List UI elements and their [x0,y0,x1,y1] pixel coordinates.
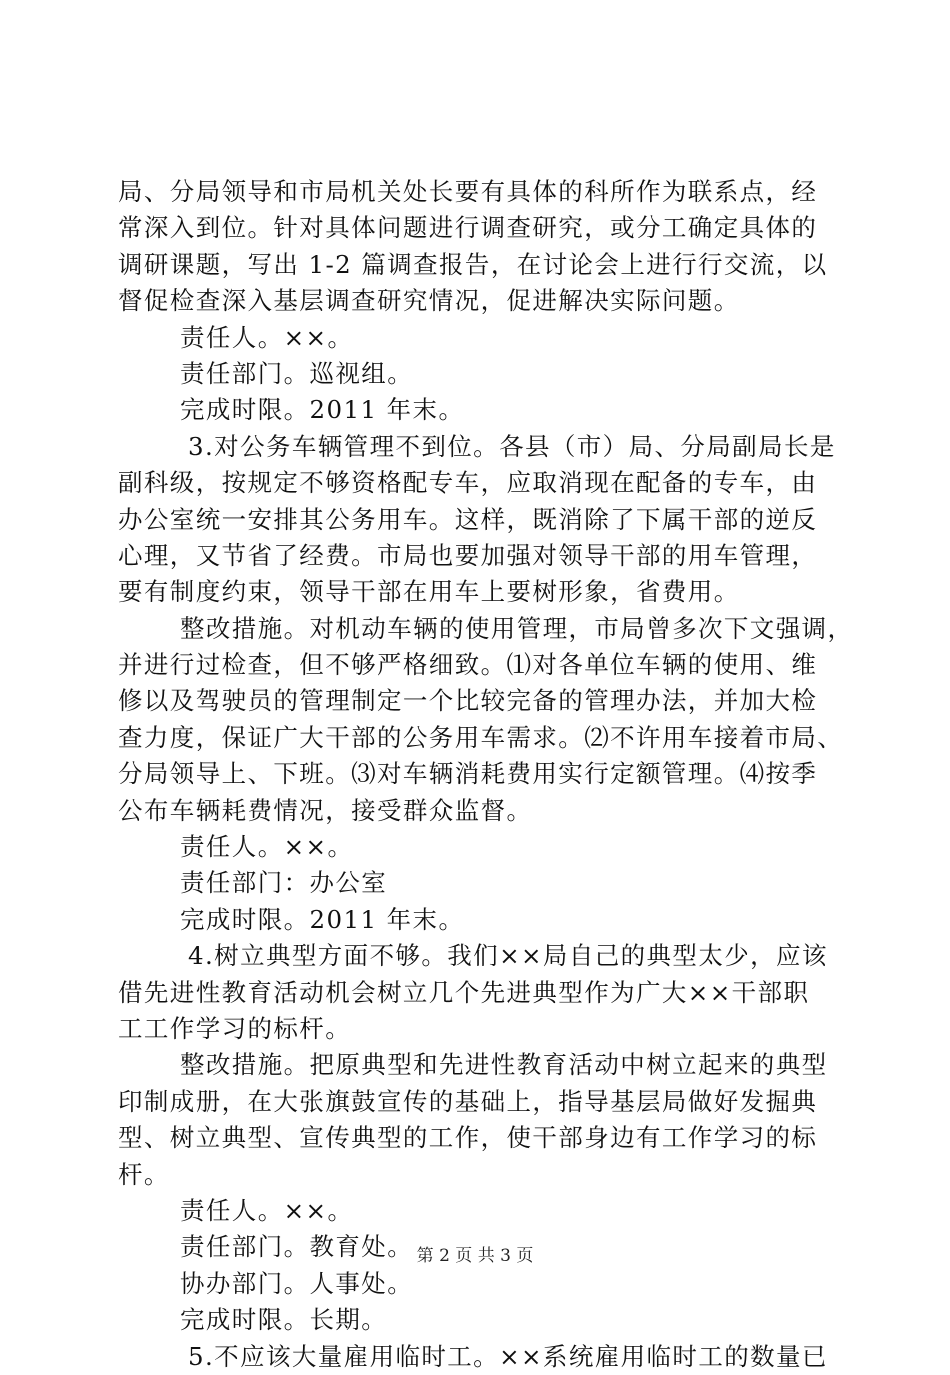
responsible-person: 责任人。××。 [180,832,354,862]
paragraph-line: 修以及驾驶员的管理制定一个比较完备的管理办法，并加大检 [118,686,818,716]
paragraph-line: 工工作学习的标杆。 [118,1013,352,1043]
paragraph-line: 心理，又节省了经费。市局也要加强对领导干部的用车管理， [118,540,818,570]
paragraph-line: 查力度，保证广大干部的公务用车需求。⑵不许用车接着市局、 [118,722,844,752]
paragraph-line: 杆。 [118,1159,170,1189]
rectification-measures: 整改措施。把原典型和先进性教育活动中树立起来的典型 [180,1050,828,1080]
responsible-department: 责任部门：办公室 [180,868,388,898]
completion-deadline: 完成时限。2011 年末。 [180,904,465,934]
item-heading-3: 3.对公务车辆管理不到位。各县（市）局、分局副局长是 [188,431,836,461]
paragraph-line: 借先进性教育活动机会树立几个先进典型作为广大××干部职 [118,977,810,1007]
completion-deadline: 完成时限。2011 年末。 [180,395,465,425]
paragraph-line: 要有制度约束，领导干部在用车上要树形象，省费用。 [118,577,740,607]
paragraph-line: 办公室统一安排其公务用车。这样，既消除了下属干部的逆反 [118,504,818,534]
paragraph-line: 督促检查深入基层调查研究情况，促进解决实际问题。 [118,286,740,316]
paragraph-line: 副科级，按规定不够资格配专车，应取消现在配备的专车，由 [118,468,818,498]
page-number-footer: 第 2 页 共 3 页 [416,1246,534,1266]
item-heading-5: 5.不应该大量雇用临时工。××系统雇用临时工的数量已 [188,1341,828,1371]
paragraph-line: 分局领导上、下班。⑶对车辆消耗费用实行定额管理。⑷按季 [118,759,818,789]
responsible-person: 责任人。××。 [180,1195,354,1225]
document-body [118,174,854,1375]
paragraph-line: 型、树立典型、宣传典型的工作，使干部身边有工作学习的标 [118,1123,818,1153]
paragraph-line: 印制成册，在大张旗鼓宣传的基础上，指导基层局做好发掘典 [118,1086,818,1116]
paragraph-line: 常深入到位。针对具体问题进行调查研究，或分工确定具体的 [118,213,818,243]
paragraph-line: 并进行过检查，但不够严格细致。⑴对各单位车辆的使用、维 [118,650,818,680]
responsible-person: 责任人。××。 [180,322,354,352]
paragraph-line: 调研课题，写出 1-2 篇调查报告，在讨论会上进行行交流，以 [118,249,828,279]
rectification-measures: 整改措施。对机动车辆的使用管理，市局曾多次下文强调， [180,613,854,643]
completion-deadline: 完成时限。长期。 [180,1305,388,1335]
responsible-department: 责任部门。巡视组。 [180,358,414,388]
item-heading-4: 4.树立典型方面不够。我们××局自己的典型太少，应该 [188,941,828,971]
paragraph-line: 公布车辆耗费情况，接受群众监督。 [118,795,533,825]
assisting-department: 协办部门。人事处。 [180,1268,414,1298]
responsible-department: 责任部门。教育处。 [180,1232,414,1262]
paragraph-line: 局、分局领导和市局机关处长要有具体的科所作为联系点，经 [118,177,818,206]
